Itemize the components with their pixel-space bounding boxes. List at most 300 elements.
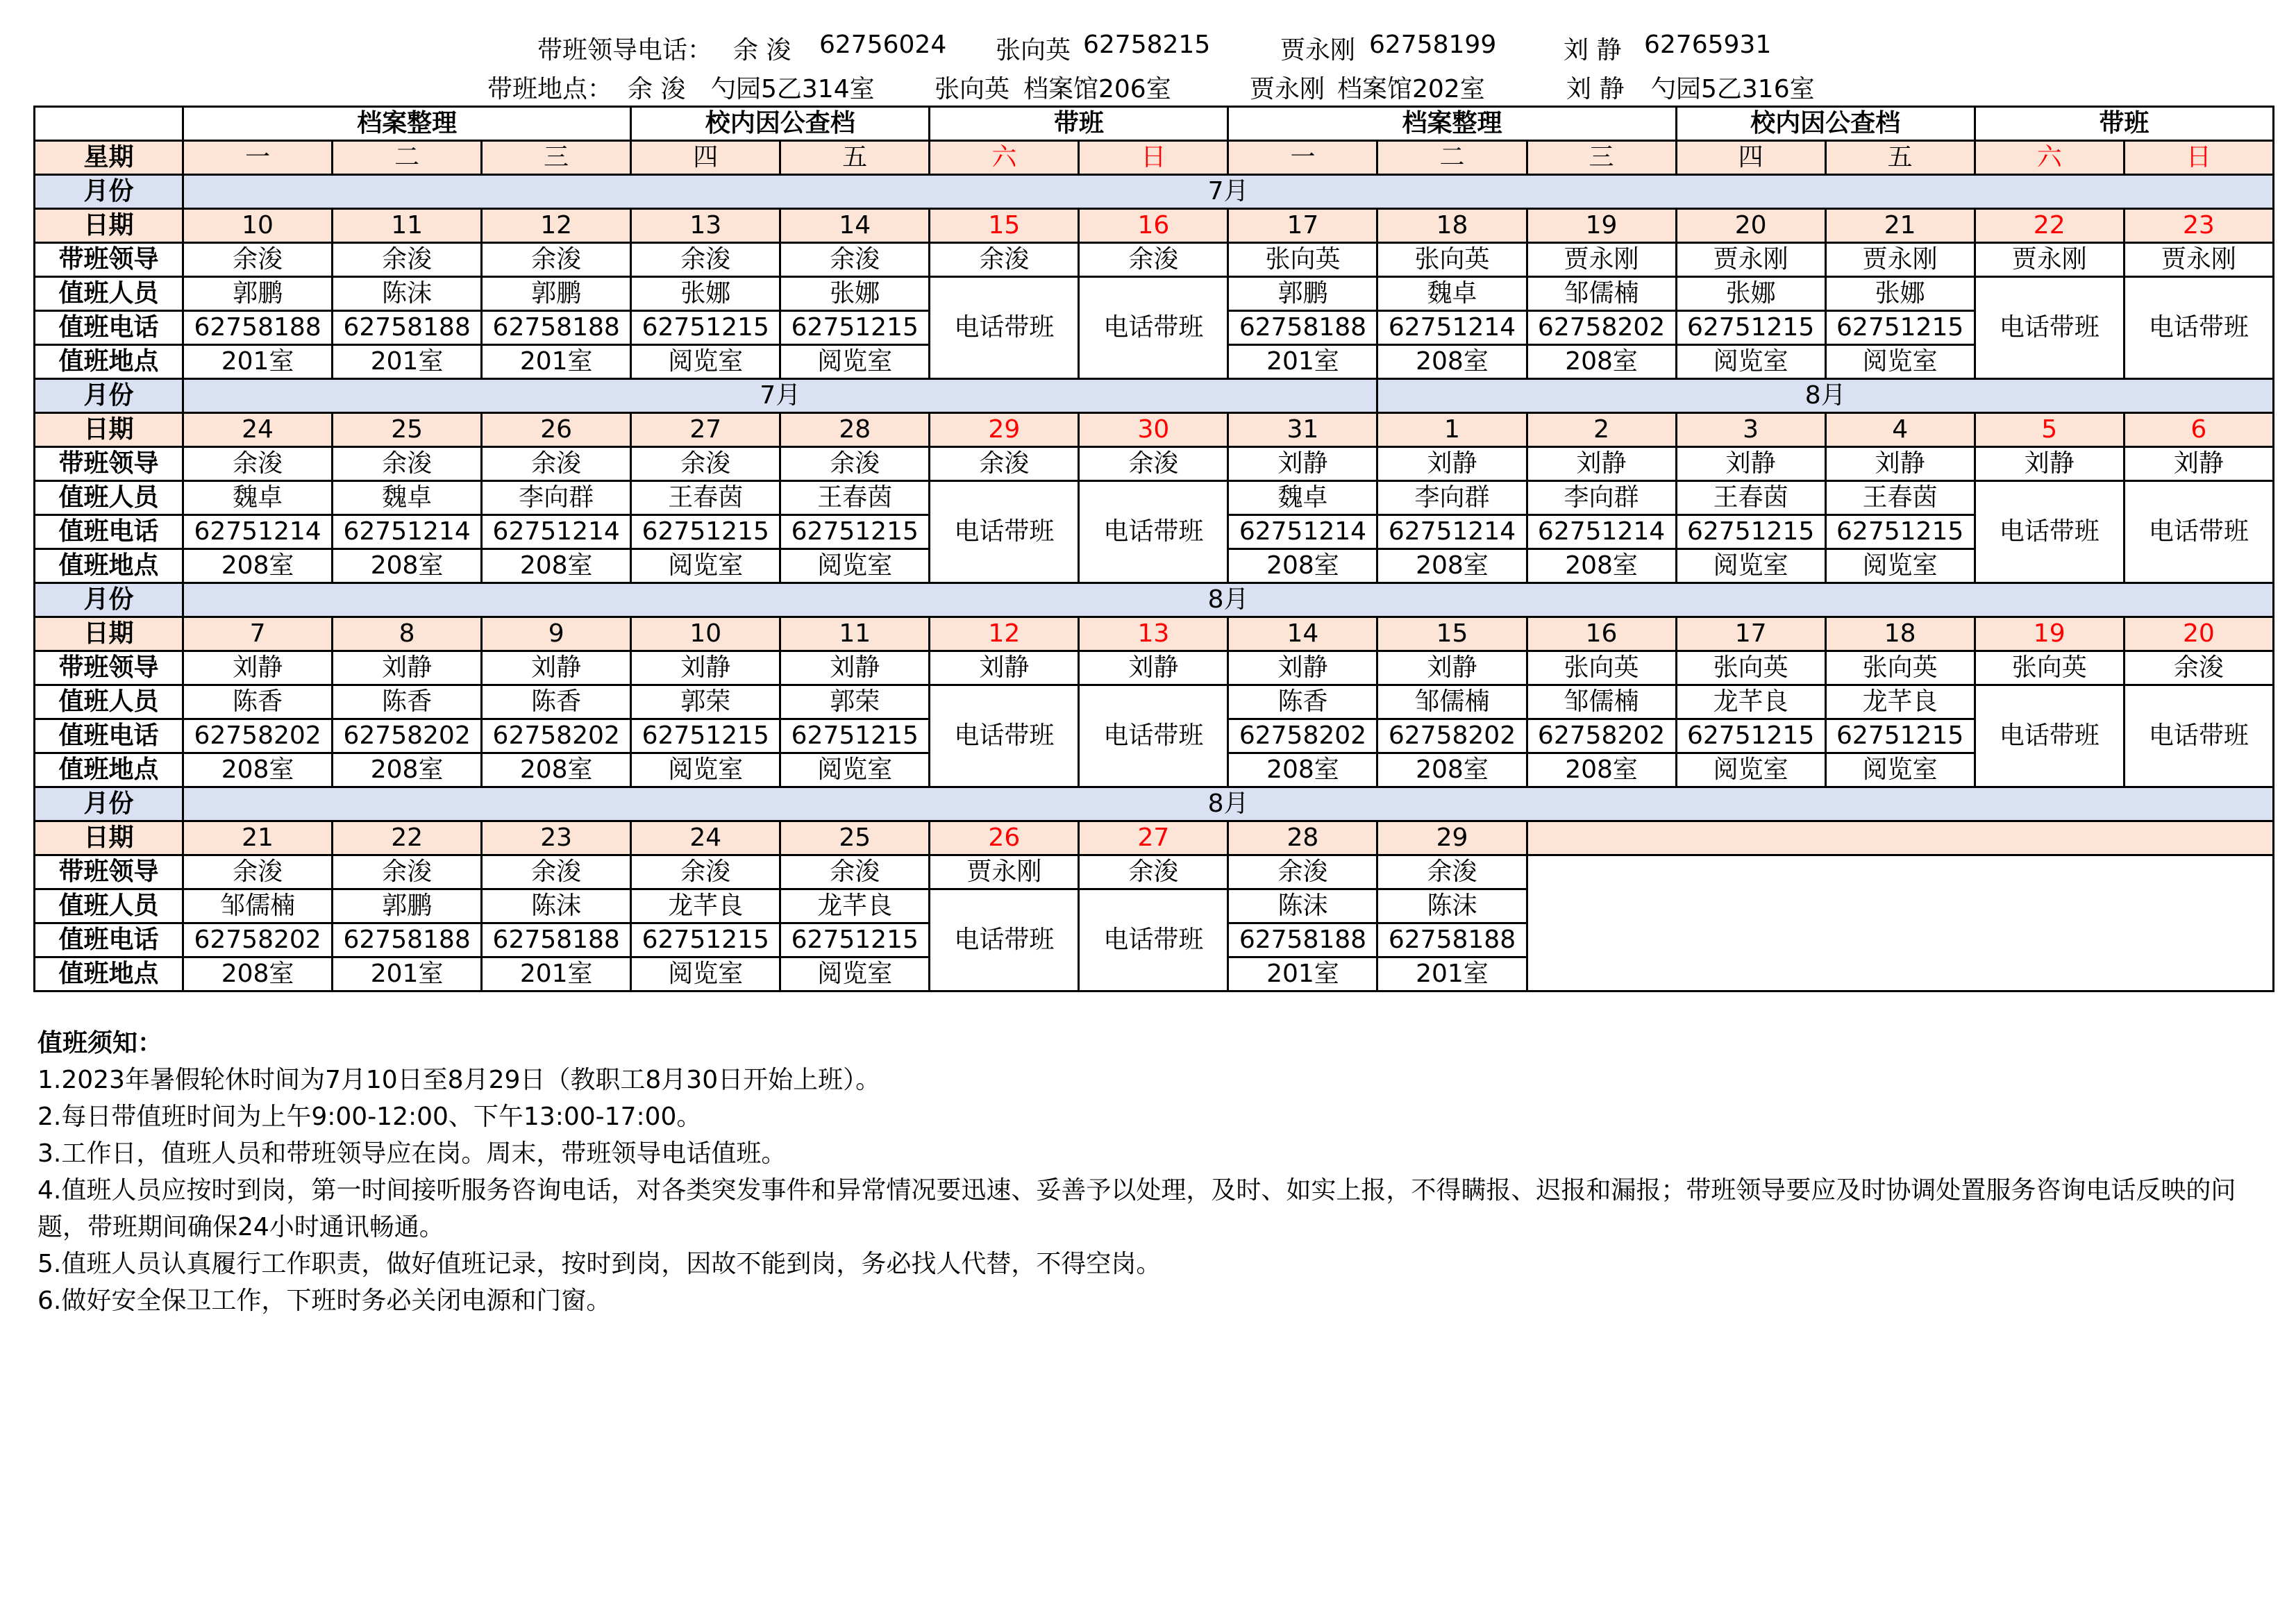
date-cell: 2 [1527, 413, 1676, 447]
staff-cell: 陈沫 [1377, 889, 1527, 923]
date-cell: 14 [780, 209, 930, 243]
location-label: 带班地点： [487, 75, 613, 103]
date-cell: 22 [1975, 209, 2124, 243]
phone-cell: 62751215 [631, 719, 780, 753]
place-cell: 208室 [333, 753, 482, 787]
staff-cell: 郭荣 [631, 685, 780, 719]
leader-row [35, 447, 2274, 481]
date-cell: 28 [1228, 821, 1377, 855]
leader-row [35, 243, 2274, 277]
date-row [35, 821, 2274, 855]
leader-cell: 余浚 [1079, 447, 1228, 481]
group-header: 带班 [1975, 107, 2273, 141]
leader-cell: 余浚 [333, 243, 482, 277]
leader-cell: 张向英 [1377, 243, 1527, 277]
staff-cell: 邹儒楠 [1527, 277, 1676, 311]
date-cell: 21 [183, 821, 333, 855]
date-cell: 17 [1676, 617, 1825, 651]
row-label-phone: 值班电话 [35, 311, 183, 345]
row-label-month: 月份 [35, 787, 183, 821]
leader-cell: 贾永刚 [930, 855, 1079, 889]
phone-cell: 62751214 [1527, 515, 1676, 549]
location-name-3: 贾永刚 [1250, 75, 1325, 103]
location-name-4: 刘 静 [1566, 75, 1625, 103]
date-cell: 3 [1676, 413, 1825, 447]
staff-cell: 魏卓 [1377, 277, 1527, 311]
phone-duty-cell: 电话带班 [930, 685, 1079, 787]
phone-duty-cell: 电话带班 [1079, 277, 1228, 379]
date-cell: 12 [482, 209, 631, 243]
staff-cell: 郭鹏 [1228, 277, 1377, 311]
leader-cell: 余浚 [631, 855, 780, 889]
date-cell: 31 [1228, 413, 1377, 447]
date-cell: 10 [183, 209, 333, 243]
place-cell: 208室 [1527, 753, 1676, 787]
leader-cell: 贾永刚 [1527, 243, 1676, 277]
date-cell: 24 [183, 413, 333, 447]
place-cell: 208室 [333, 549, 482, 583]
date-cell: 4 [1825, 413, 1975, 447]
staff-cell: 邹儒楠 [183, 889, 333, 923]
staff-cell: 李向群 [482, 481, 631, 515]
date-cell: 19 [1975, 617, 2124, 651]
place-cell: 208室 [482, 549, 631, 583]
leader-cell: 余浚 [482, 243, 631, 277]
leader-cell: 刘静 [482, 651, 631, 685]
place-cell: 阅览室 [1676, 753, 1825, 787]
date-cell: 9 [482, 617, 631, 651]
row-label-month: 月份 [35, 175, 183, 209]
staff-cell: 王春茵 [1825, 481, 1975, 515]
date-cell: 10 [631, 617, 780, 651]
phone-duty-cell: 电话带班 [1975, 685, 2124, 787]
date-cell: 15 [1377, 617, 1527, 651]
place-cell: 208室 [1377, 345, 1527, 379]
place-cell: 208室 [1228, 753, 1377, 787]
leader-cell: 余浚 [631, 447, 780, 481]
row-label-phone: 值班电话 [35, 515, 183, 549]
leader-cell: 刘静 [780, 651, 930, 685]
row-label-place: 值班地点 [35, 957, 183, 991]
date-cell: 26 [482, 413, 631, 447]
group-header: 档案整理 [183, 107, 631, 141]
row-label-place: 值班地点 [35, 345, 183, 379]
staff-cell: 李向群 [1377, 481, 1527, 515]
date-cell: 18 [1377, 209, 1527, 243]
staff-cell: 王春茵 [1676, 481, 1825, 515]
month-cell: 8月 [183, 787, 2274, 821]
place-cell: 208室 [1527, 345, 1676, 379]
staff-cell: 王春茵 [780, 481, 930, 515]
phone-cell: 62751215 [1825, 515, 1975, 549]
staff-cell: 龙芊良 [1676, 685, 1825, 719]
date-cell: 27 [1079, 821, 1228, 855]
row-label-phone: 值班电话 [35, 923, 183, 957]
row-label-leader: 带班领导 [35, 243, 183, 277]
staff-cell: 郭鹏 [333, 889, 482, 923]
schedule-body [35, 107, 2274, 991]
phone-name-3: 贾永刚 [1280, 36, 1356, 65]
weekday-cell: 四 [1676, 141, 1825, 175]
phone-cell: 62751215 [1825, 719, 1975, 753]
phone-cell: 62751215 [780, 311, 930, 345]
leader-cell: 余浚 [1079, 855, 1228, 889]
phone-cell: 62758188 [1228, 311, 1377, 345]
leader-cell: 刘静 [1228, 447, 1377, 481]
date-cell: 16 [1079, 209, 1228, 243]
duty-schedule-table [33, 106, 2274, 992]
place-cell: 201室 [482, 345, 631, 379]
weekday-cell: 五 [780, 141, 930, 175]
leader-cell: 余浚 [2124, 651, 2273, 685]
leader-cell: 余浚 [1228, 855, 1377, 889]
place-cell: 阅览室 [1825, 345, 1975, 379]
phone-cell: 62751215 [631, 311, 780, 345]
phone-cell: 62751215 [1676, 719, 1825, 753]
row-label-leader: 带班领导 [35, 651, 183, 685]
leader-cell: 余浚 [183, 855, 333, 889]
date-cell: 22 [333, 821, 482, 855]
date-cell: 30 [1079, 413, 1228, 447]
place-cell: 201室 [1228, 345, 1377, 379]
phone-duty-cell: 电话带班 [1079, 889, 1228, 991]
staff-cell: 龙芊良 [631, 889, 780, 923]
leader-cell: 刘静 [1377, 447, 1527, 481]
phone-value-2: 62758215 [1083, 31, 1211, 59]
row-label-staff: 值班人员 [35, 481, 183, 515]
place-cell: 阅览室 [1676, 549, 1825, 583]
place-cell: 201室 [183, 345, 333, 379]
location-value-4: 勺园5乙316室 [1651, 75, 1815, 103]
leader-cell: 贾永刚 [2124, 243, 2273, 277]
date-cell: 28 [780, 413, 930, 447]
staff-cell: 郭鹏 [183, 277, 333, 311]
leader-cell: 余浚 [183, 243, 333, 277]
place-cell: 阅览室 [780, 549, 930, 583]
leader-cell: 刘静 [1228, 651, 1377, 685]
place-cell: 208室 [482, 753, 631, 787]
date-cell: 17 [1228, 209, 1377, 243]
date-cell: 11 [780, 617, 930, 651]
date-cell: 29 [930, 413, 1079, 447]
phone-cell: 62751214 [482, 515, 631, 549]
leader-cell: 余浚 [333, 855, 482, 889]
phone-cell: 62751215 [780, 923, 930, 957]
date-filler [1527, 821, 2273, 855]
phone-duty-cell: 电话带班 [930, 277, 1079, 379]
location-value-2: 档案馆206室 [1023, 75, 1171, 103]
date-cell: 23 [2124, 209, 2273, 243]
leader-cell: 刘静 [1975, 447, 2124, 481]
place-cell: 阅览室 [780, 753, 930, 787]
place-cell: 201室 [333, 345, 482, 379]
staff-cell: 陈沫 [482, 889, 631, 923]
staff-cell: 陈香 [482, 685, 631, 719]
place-cell: 阅览室 [1676, 345, 1825, 379]
notes-item-3: 3.工作日，值班人员和带班领导应在岗。周末，带班领导电话值班。 [37, 1139, 787, 1168]
phone-name-1: 余 浚 [733, 36, 791, 65]
phone-cell: 62758188 [482, 923, 631, 957]
month-cell: 7月 [183, 175, 2274, 209]
leader-cell: 贾永刚 [1975, 243, 2124, 277]
phone-name-2: 张向英 [996, 36, 1071, 65]
phone-duty-cell: 电话带班 [2124, 481, 2273, 583]
row-label-month: 月份 [35, 583, 183, 617]
notes-item-5: 5.值班人员认真履行工作职责，做好值班记录，按时到岗，因故不能到岗，务必找人代替，不得空岗。 [37, 1250, 1162, 1278]
date-cell: 27 [631, 413, 780, 447]
staff-cell: 郭鹏 [482, 277, 631, 311]
place-cell: 阅览室 [780, 957, 930, 991]
staff-cell: 陈沫 [333, 277, 482, 311]
date-row [35, 209, 2274, 243]
notes-title: 值班须知： [37, 1029, 163, 1057]
row-label-leader: 带班领导 [35, 855, 183, 889]
date-cell: 14 [1228, 617, 1377, 651]
weekday-cell: 六 [930, 141, 1079, 175]
weekday-cell: 三 [1527, 141, 1676, 175]
weekday-cell: 日 [1079, 141, 1228, 175]
phone-duty-cell: 电话带班 [2124, 685, 2273, 787]
phone-cell: 62751215 [780, 719, 930, 753]
place-cell: 阅览室 [631, 549, 780, 583]
leader-cell: 余浚 [930, 243, 1079, 277]
date-cell: 21 [1825, 209, 1975, 243]
leader-cell: 刘静 [183, 651, 333, 685]
corner-cell [35, 107, 183, 141]
group-header: 档案整理 [1228, 107, 1676, 141]
weekday-row [35, 141, 2274, 175]
phone-cell: 62751214 [1228, 515, 1377, 549]
phone-cell: 62758202 [1228, 719, 1377, 753]
date-cell: 8 [333, 617, 482, 651]
phone-duty-cell: 电话带班 [1975, 481, 2124, 583]
phone-cell: 62758202 [183, 923, 333, 957]
leader-cell: 刘静 [631, 651, 780, 685]
leader-cell: 余浚 [333, 447, 482, 481]
staff-row [35, 685, 2274, 719]
row-label-month: 月份 [35, 379, 183, 413]
date-cell: 20 [1676, 209, 1825, 243]
date-cell: 13 [631, 209, 780, 243]
leader-cell: 余浚 [631, 243, 780, 277]
month-cell: 8月 [1377, 379, 2274, 413]
phone-cell: 62758202 [333, 719, 482, 753]
date-row [35, 413, 2274, 447]
group-header: 校内因公查档 [1676, 107, 1975, 141]
row-label-weekday: 星期 [35, 141, 183, 175]
leader-cell: 余浚 [780, 447, 930, 481]
phone-cell: 62751215 [631, 923, 780, 957]
phone-cell: 62758188 [183, 311, 333, 345]
date-cell: 6 [2124, 413, 2273, 447]
staff-cell: 邹儒楠 [1377, 685, 1527, 719]
phone-cell: 62751214 [183, 515, 333, 549]
phone-cell: 62758188 [333, 923, 482, 957]
row-label-staff: 值班人员 [35, 277, 183, 311]
location-value-3: 档案馆202室 [1337, 75, 1485, 103]
leader-cell: 张向英 [1975, 651, 2124, 685]
phone-cell: 62758188 [333, 311, 482, 345]
leader-cell: 贾永刚 [1825, 243, 1975, 277]
leader-cell: 张向英 [1676, 651, 1825, 685]
phone-cell: 62751215 [1825, 311, 1975, 345]
leader-cell: 刘静 [1527, 447, 1676, 481]
date-cell: 25 [780, 821, 930, 855]
phone-cell: 62751214 [1377, 515, 1527, 549]
place-cell: 201室 [333, 957, 482, 991]
staff-cell: 龙芊良 [780, 889, 930, 923]
month-row [35, 787, 2274, 821]
row-label-date: 日期 [35, 413, 183, 447]
phone-value-4: 62765931 [1644, 31, 1772, 59]
place-cell: 208室 [1527, 549, 1676, 583]
date-cell: 11 [333, 209, 482, 243]
place-cell: 208室 [1377, 549, 1527, 583]
location-name-2: 张向英 [935, 75, 1010, 103]
row-label-staff: 值班人员 [35, 889, 183, 923]
place-cell: 208室 [183, 957, 333, 991]
month-row [35, 583, 2274, 617]
staff-cell: 张娜 [1825, 277, 1975, 311]
place-cell: 201室 [1377, 957, 1527, 991]
place-cell: 阅览室 [631, 753, 780, 787]
leader-cell: 贾永刚 [1676, 243, 1825, 277]
leader-cell: 余浚 [780, 243, 930, 277]
location-value-1: 勺园5乙314室 [711, 75, 875, 103]
leader-cell: 余浚 [930, 447, 1079, 481]
leader-cell: 余浚 [780, 855, 930, 889]
place-cell: 阅览室 [631, 957, 780, 991]
leader-cell: 余浚 [1377, 855, 1527, 889]
date-cell: 20 [2124, 617, 2273, 651]
leader-cell: 张向英 [1825, 651, 1975, 685]
month-cell: 7月 [183, 379, 1377, 413]
weekday-cell: 一 [183, 141, 333, 175]
month-cell: 8月 [183, 583, 2274, 617]
leader-cell: 张向英 [1228, 243, 1377, 277]
staff-cell: 魏卓 [333, 481, 482, 515]
staff-cell: 邹儒楠 [1527, 685, 1676, 719]
leader-cell: 刘静 [1825, 447, 1975, 481]
phone-cell: 62751215 [1676, 515, 1825, 549]
leader-cell: 刘静 [1079, 651, 1228, 685]
place-cell: 208室 [1377, 753, 1527, 787]
phone-cell: 62751215 [1676, 311, 1825, 345]
leader-row [35, 651, 2274, 685]
staff-row [35, 277, 2274, 311]
phone-duty-cell: 电话带班 [930, 481, 1079, 583]
staff-cell: 魏卓 [183, 481, 333, 515]
leader-cell: 余浚 [183, 447, 333, 481]
row-label-place: 值班地点 [35, 549, 183, 583]
phone-value-1: 62756024 [819, 31, 947, 59]
notes-item-4: 4.值班人员应按时到岗，第一时间接听服务咨询电话，对各类突发事件和异常情况要迅速、妥善予以处理，及时、如实上报，不得瞒报、迟报和漏报；带班领导要应及时协调处置服务咨询电话反映的问题，带班期间确保24小时通讯畅通。 [37, 1176, 2236, 1241]
phone-duty-cell: 电话带班 [930, 889, 1079, 991]
group-header: 带班 [930, 107, 1228, 141]
staff-cell: 陈香 [183, 685, 333, 719]
location-name-1: 余 浚 [628, 75, 686, 103]
staff-cell: 魏卓 [1228, 481, 1377, 515]
phone-label: 带班领导电话： [537, 36, 713, 65]
date-cell: 25 [333, 413, 482, 447]
leader-row [35, 855, 2274, 889]
month-row [35, 175, 2274, 209]
place-cell: 201室 [1228, 957, 1377, 991]
phone-cell: 62751214 [1377, 311, 1527, 345]
phone-duty-cell: 电话带班 [2124, 277, 2273, 379]
phone-duty-cell: 电话带班 [1975, 277, 2124, 379]
row-label-leader: 带班领导 [35, 447, 183, 481]
place-cell: 201室 [482, 957, 631, 991]
phone-cell: 62758188 [1228, 923, 1377, 957]
row-label-date: 日期 [35, 821, 183, 855]
staff-cell: 张娜 [631, 277, 780, 311]
staff-cell: 郭荣 [780, 685, 930, 719]
leader-cell: 张向英 [1527, 651, 1676, 685]
leader-cell: 刘静 [333, 651, 482, 685]
date-cell: 7 [183, 617, 333, 651]
weekday-cell: 六 [1975, 141, 2124, 175]
weekday-cell: 日 [2124, 141, 2273, 175]
leader-cell: 刘静 [2124, 447, 2273, 481]
staff-cell: 陈香 [333, 685, 482, 719]
date-cell: 15 [930, 209, 1079, 243]
phone-name-4: 刘 静 [1564, 36, 1622, 65]
weekday-cell: 五 [1825, 141, 1975, 175]
weekday-cell: 三 [482, 141, 631, 175]
phone-value-3: 62758199 [1369, 31, 1497, 59]
date-cell: 23 [482, 821, 631, 855]
notes-item-2: 2.每日带值班时间为上午9:00-12:00、下午13:00-17:00。 [37, 1103, 702, 1131]
staff-cell: 陈沫 [1228, 889, 1377, 923]
date-cell: 16 [1527, 617, 1676, 651]
row-label-date: 日期 [35, 617, 183, 651]
staff-cell: 陈香 [1228, 685, 1377, 719]
place-cell: 208室 [183, 753, 333, 787]
place-cell: 阅览室 [1825, 549, 1975, 583]
empty-block [1527, 855, 2273, 991]
group-header-row [35, 107, 2274, 141]
leader-cell: 刘静 [930, 651, 1079, 685]
phone-duty-cell: 电话带班 [1079, 481, 1228, 583]
date-cell: 24 [631, 821, 780, 855]
place-cell: 208室 [1228, 549, 1377, 583]
phone-cell: 62751215 [631, 515, 780, 549]
date-cell: 26 [930, 821, 1079, 855]
leader-cell: 余浚 [482, 855, 631, 889]
date-cell: 29 [1377, 821, 1527, 855]
date-cell: 13 [1079, 617, 1228, 651]
leader-cell: 刘静 [1377, 651, 1527, 685]
phone-cell: 62751214 [333, 515, 482, 549]
phone-cell: 62758202 [1377, 719, 1527, 753]
date-cell: 1 [1377, 413, 1527, 447]
weekday-cell: 二 [1377, 141, 1527, 175]
phone-cell: 62758202 [183, 719, 333, 753]
staff-cell: 李向群 [1527, 481, 1676, 515]
place-cell: 阅览室 [780, 345, 930, 379]
place-cell: 阅览室 [1825, 753, 1975, 787]
phone-cell: 62758202 [482, 719, 631, 753]
phone-cell: 62758202 [1527, 719, 1676, 753]
phone-cell: 62751215 [780, 515, 930, 549]
weekday-cell: 一 [1228, 141, 1377, 175]
staff-row [35, 481, 2274, 515]
date-cell: 19 [1527, 209, 1676, 243]
row-label-staff: 值班人员 [35, 685, 183, 719]
month-row [35, 379, 2274, 413]
row-label-place: 值班地点 [35, 753, 183, 787]
